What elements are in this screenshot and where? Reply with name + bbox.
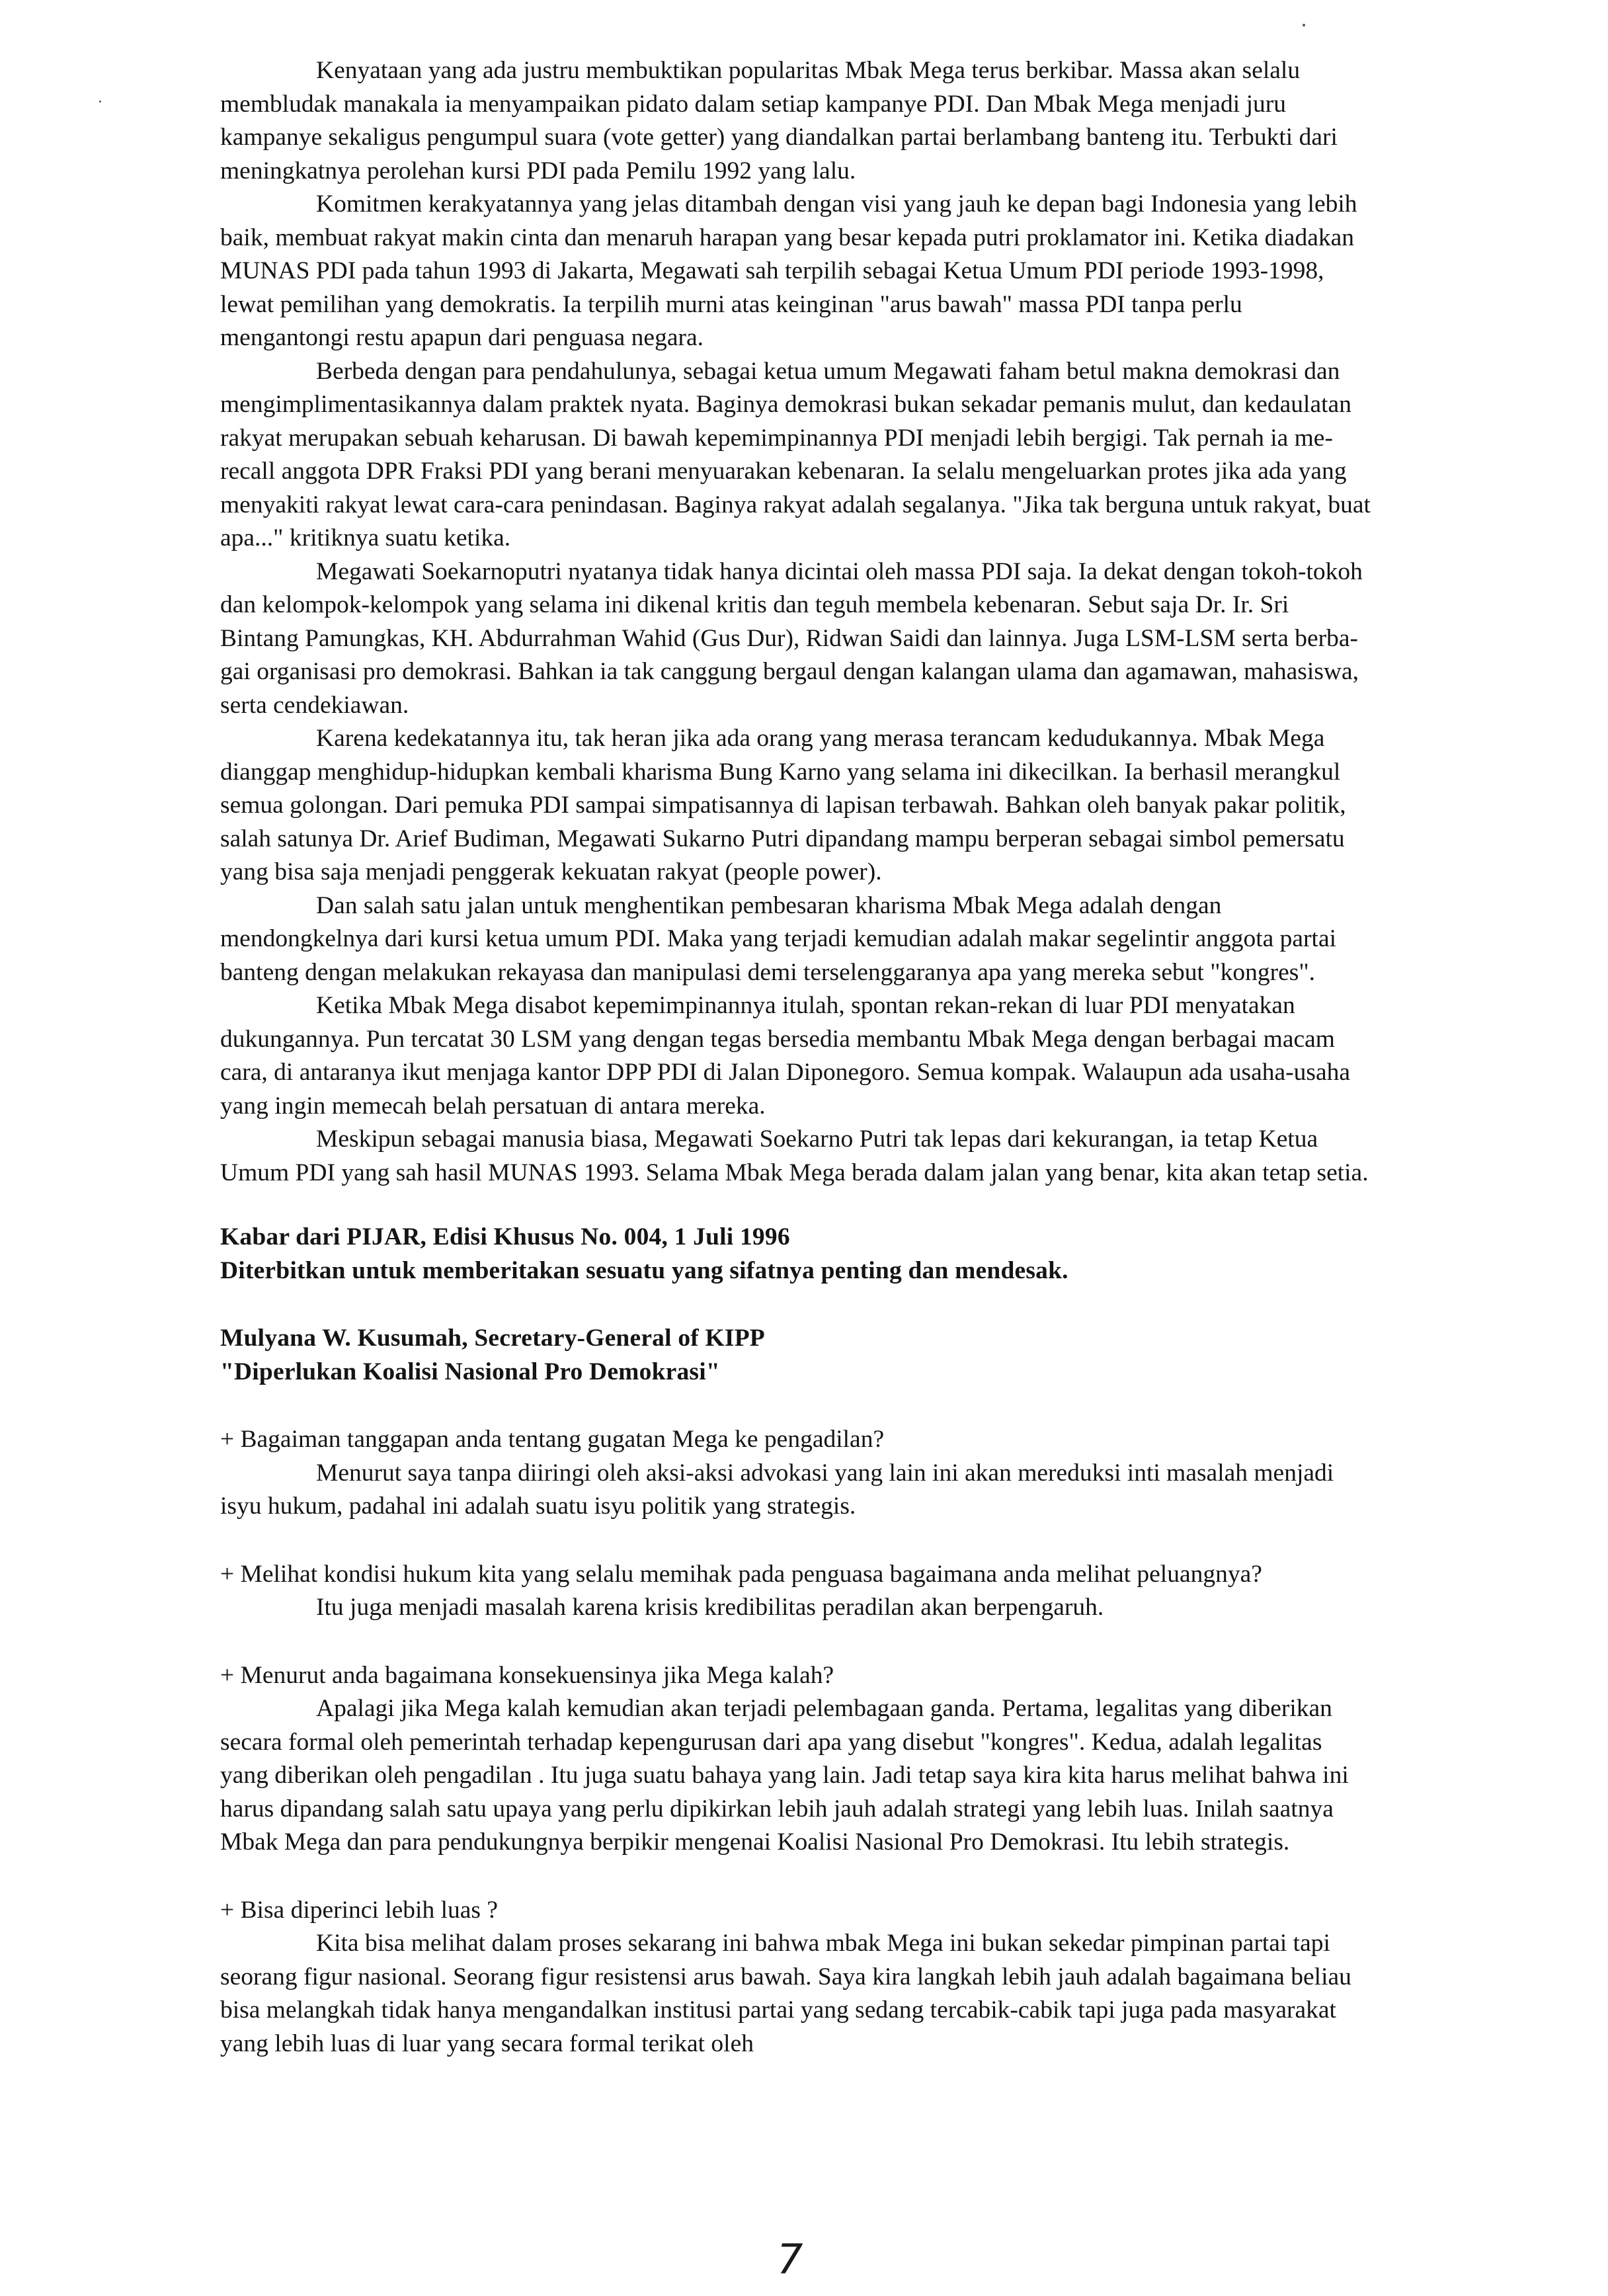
scan-speck	[99, 101, 101, 102]
paragraph: Dan salah satu jalan untuk menghentikan pembesaran kharisma Mbak Mega adalah dengan mendongkelnya dari kursi ketua umum PDI. Maka yang terjadi kemudian adalah makar segelintir anggota partai banteng dengan melakukan rekayasa dan manipulasi demi terselenggaranya apa yang mereka sebut "kongres".	[220, 891, 1337, 986]
question: + Menurut anda bagaimana konsekuensinya jika Mega kalah?	[220, 1661, 834, 1689]
paragraph: Ketika Mbak Mega disabot kepemimpinannya itulah, spontan rekan-rekan di luar PDI menyatakan dukungannya. Pun tercatat 30 LSM yang dengan tegas bersedia membantu Mbak Mega dengan berbagai macam cara, di antaranya ikut menjaga kantor DPP PDI di Jalan Diponegoro. Semua kompak. Walaupun ada usaha-usaha yang ingin memecah belah persatuan di antara mereka.	[220, 992, 1350, 1120]
qa-item	[220, 1659, 1371, 1860]
answer: Apalagi jika Mega kalah kemudian akan terjadi pelembagaan ganda. Pertama, legalitas yang diberikan secara formal oleh pemerintah terhadap kepengurusan dari apa yang disebut "kongres". Kedua, adalah legalitas yang diberikan oleh pengadilan . Itu juga suatu bahaya yang lain. Jadi tetap saya kira kita harus melihat bahwa ini harus dipandang salah satu upaya yang perlu dipikirkan lebih jauh adalah strategi yang lebih luas. Inilah saatnya Mbak Mega dan para pendukungnya berpikir mengenai Koalisi Nasional Pro Demokrasi. Itu lebih strategis.	[220, 1695, 1349, 1856]
question: + Bagaiman tanggapan anda tentang gugatan Mega ke pengadilan?	[220, 1426, 885, 1453]
answer: Menurut saya tanpa diiringi oleh aksi-aksi advokasi yang lain ini akan mereduksi inti masalah menjadi isyu hukum, padahal ini adalah suatu isyu politik yang strategis.	[220, 1459, 1334, 1520]
paragraph: Berbeda dengan para pendahulunya, sebagai ketua umum Megawati faham betul makna demokrasi dan mengimplimentasikannya dalam praktek nyata. Baginya demokrasi bukan sekadar pemanis mulut, dan kedaulatan rakyat merupakan sebuah keharusan. Di bawah kepemimpinannya PDI menjadi lebih bergigi. Tak pernah ia me-recall anggota DPR Fraksi PDI yang berani menyuarakan kebenaran. Ia selalu mengeluarkan protes jika ada yang menyakiti rakyat lewat cara-cara penindasan. Baginya rakyat adalah segalanya. "Jika tak berguna untuk rakyat, buat apa..." kritiknya suatu ketika.	[220, 357, 1371, 552]
paragraph: Meskipun sebagai manusia biasa, Megawati Soekarno Putri tak lepas dari kekurangan, ia tetap Ketua Umum PDI yang sah hasil MUNAS 1993. Selama Mbak Mega berada dalam jalan yang benar, kita akan tetap setia.	[220, 1126, 1369, 1186]
qa-item	[220, 1894, 1371, 2061]
interview-title: "Diperlukan Koalisi Nasional Pro Demokrasi"	[220, 1358, 720, 1385]
paragraph: Kenyataan yang ada justru membuktikan popularitas Mbak Mega terus berkibar. Massa akan selalu membludak manakala ia menyampaikan pidato dalam setiap kampanye PDI. Dan Mbak Mega menjadi juru kampanye sekaligus pengumpul suara (vote getter) yang diandalkan partai berlambang banteng itu. Terbukti dari meningkatnya perolehan kursi PDI pada Pemilu 1992 yang lalu.	[220, 57, 1338, 184]
scan-speck	[1303, 24, 1305, 26]
paragraph: Karena kedekatannya itu, tak heran jika ada orang yang merasa terancam kedudukannya. Mbak Mega dianggap menghidup-hidupkan kembali kharisma Bung Karno yang selama ini dikecilkan. Ia berhasil merangkul semua golongan. Dari pemuka PDI sampai simpatisannya di lapisan terbawah. Bahkan oleh banyak pakar politik, salah satunya Dr. Arief Budiman, Megawati Sukarno Putri dipandang mampu berperan sebagai simbol pemersatu yang bisa saja menjadi penggerak kekuatan rakyat (people power).	[220, 725, 1346, 885]
interviewee: Mulyana W. Kusumah, Secretary-General of KIPP	[220, 1325, 765, 1352]
publication-title: Kabar dari PIJAR, Edisi Khusus No. 004, 1 Juli 1996	[220, 1223, 790, 1250]
answer: Kita bisa melihat dalam proses sekarang ini bahwa mbak Mega ini bukan sekedar pimpinan partai tapi seorang figur nasional. Seorang figur resistensi arus bawah. Saya kira langkah lebih jauh adalah bagaimana beliau bisa melangkah tidak hanya mengandalkan institusi partai yang sedang tercabik-cabik tapi juga pada masyarakat yang lebih luas di luar yang secara formal terikat oleh	[220, 1930, 1351, 2057]
qa-item	[220, 1558, 1371, 1625]
answer: Itu juga menjadi masalah karena krisis kredibilitas peradilan akan berpengaruh.	[316, 1594, 1104, 1621]
paragraph: Komitmen kerakyatannya yang jelas ditambah dengan visi yang jauh ke depan bagi Indonesia yang lebih baik, membuat rakyat makin cinta dan menaruh harapan yang besar kepada putri proklamator ini. Ketika diadakan MUNAS PDI pada tahun 1993 di Jakarta, Megawati sah terpilih sebagai Ketua Umum PDI periode 1993-1998, lewat pemilihan yang demokratis. Ia terpilih murni atas keinginan "arus bawah" massa PDI tanpa perlu mengantongi restu apapun dari penguasa negara.	[220, 190, 1357, 351]
paragraph: Megawati Soekarnoputri nyatanya tidak hanya dicintai oleh massa PDI saja. Ia dekat dengan tokoh-tokoh dan kelompok-kelompok yang selama ini dikenal kritis dan teguh membela kebenaran. Sebut saja Dr. Ir. Sri Bintang Pamungkas, KH. Abdurrahman Wahid (Gus Dur), Ridwan Saidi dan lainnya. Juga LSM-LSM serta berba-gai organisasi pro demokrasi. Bahkan ia tak canggung bergaul dengan kalangan ulama dan agamawan, mahasiswa, serta cendekiawan.	[220, 557, 1363, 719]
qa-item	[220, 1423, 1371, 1524]
publication-header	[220, 1221, 1371, 1288]
article-body	[220, 54, 1371, 2061]
question: + Melihat kondisi hukum kita yang selalu memihak pada penguasa bagaimana anda melihat peluangnya?	[220, 1560, 1262, 1588]
interview-header	[220, 1322, 1371, 1389]
page-number: 7	[777, 2235, 803, 2283]
publication-subtitle: Diterbitkan untuk memberitakan sesuatu yang sifatnya penting dan mendesak.	[220, 1256, 1068, 1284]
question: + Bisa diperinci lebih luas ?	[220, 1896, 499, 1924]
